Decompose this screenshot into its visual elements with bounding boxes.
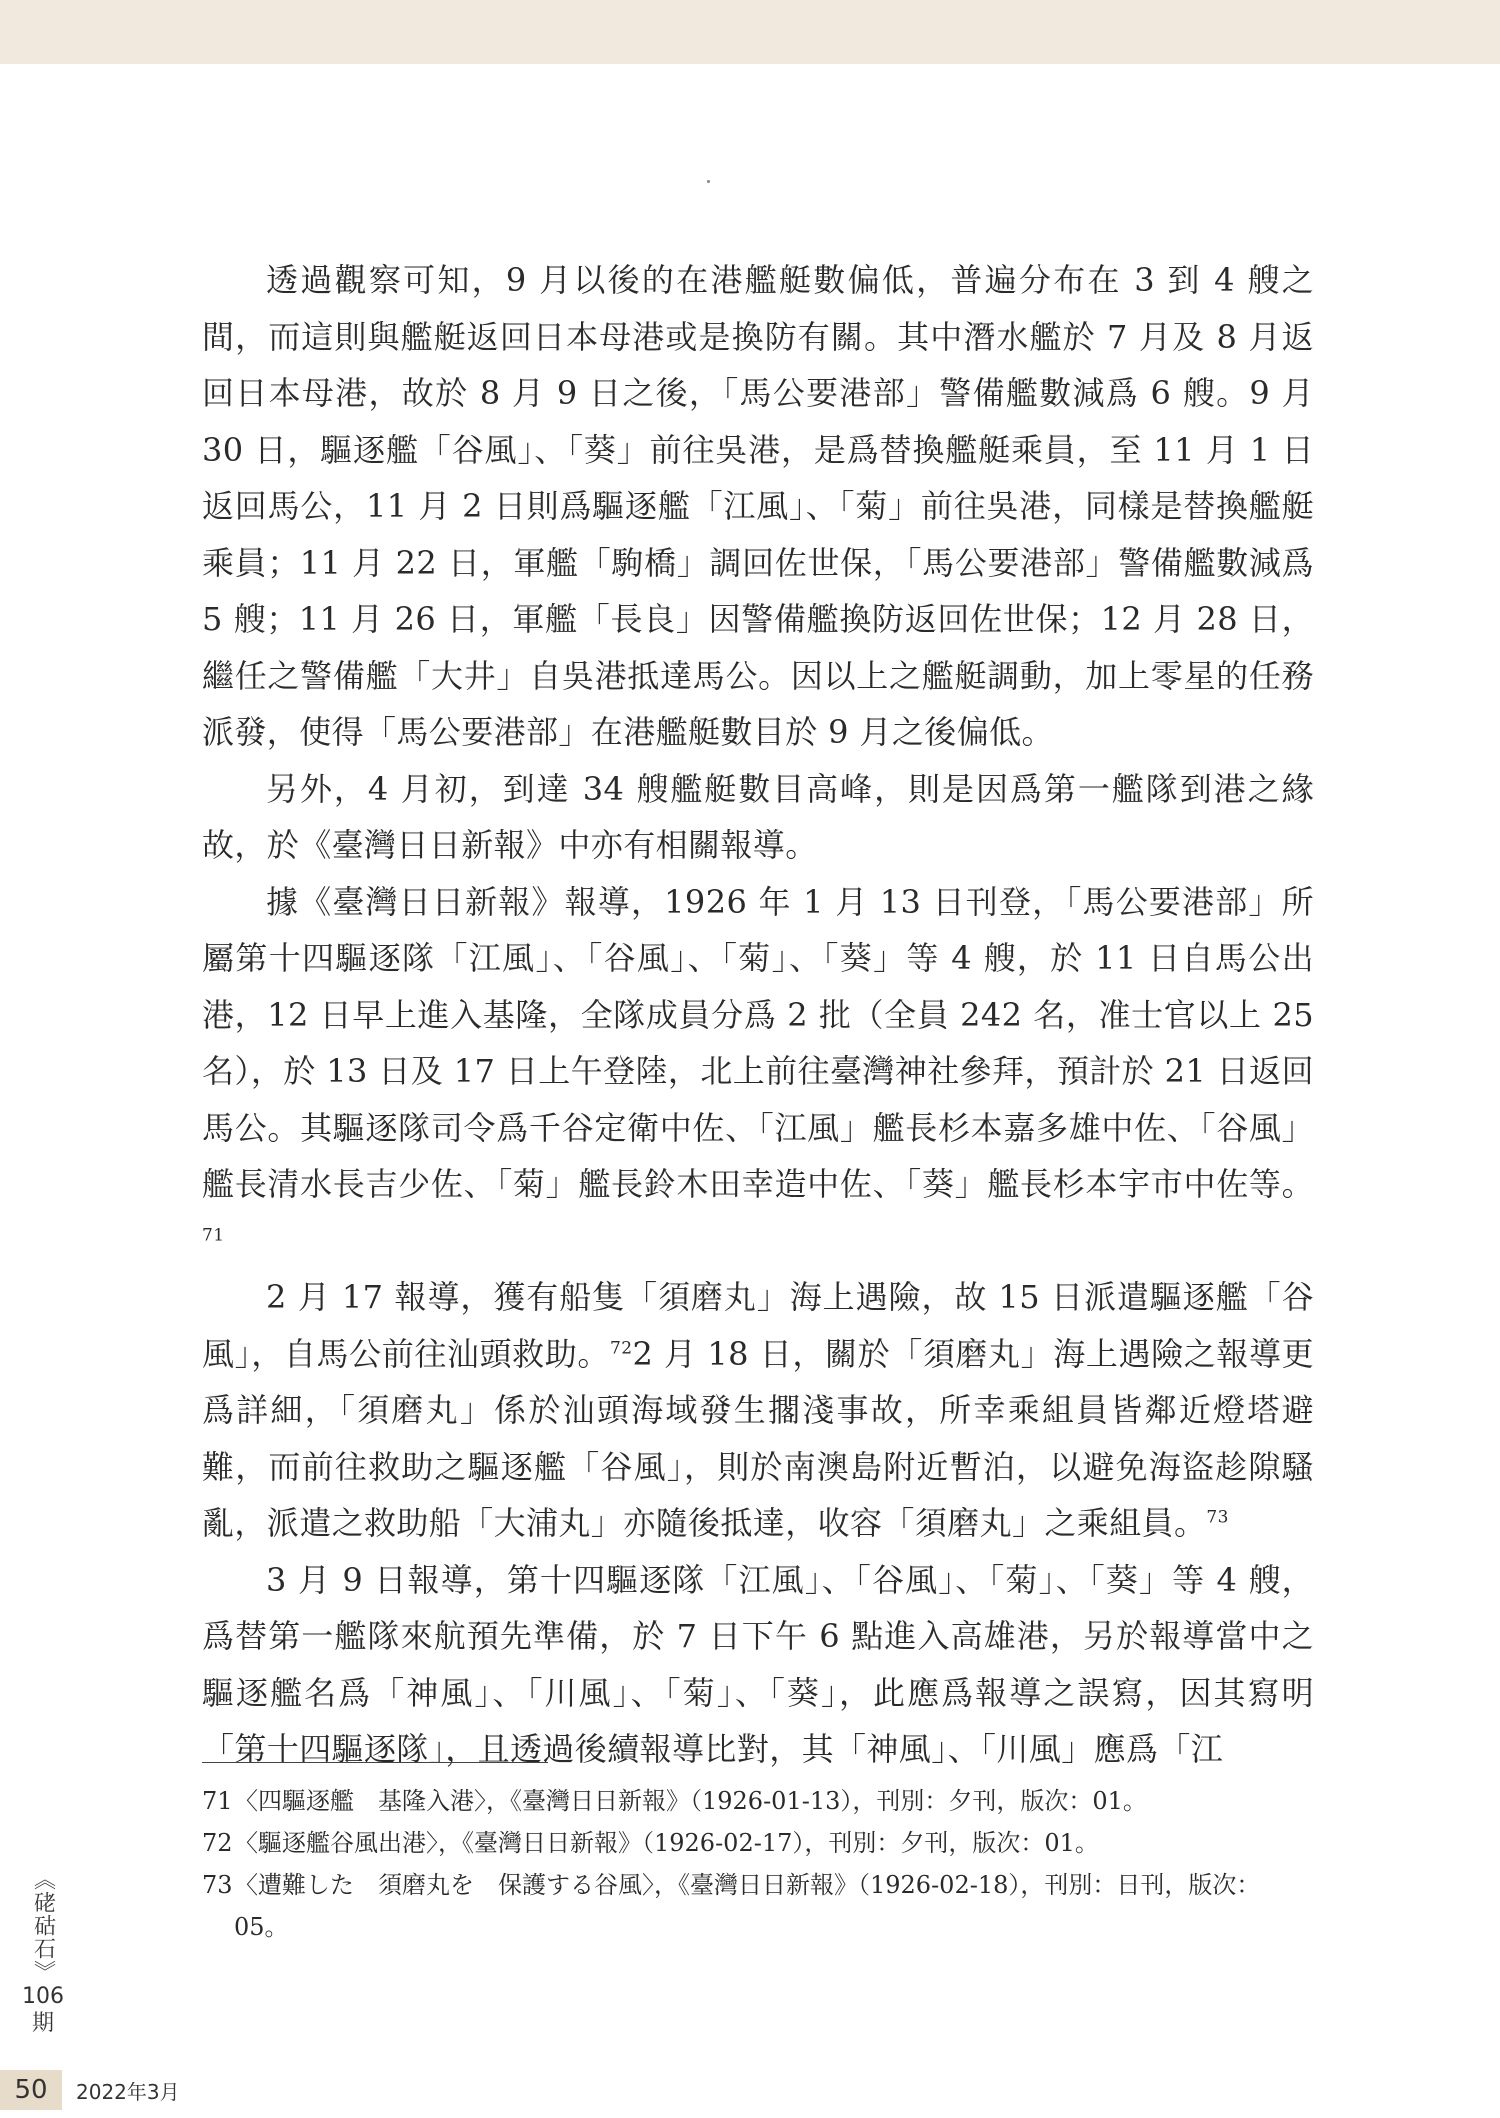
footnote-73 xyxy=(202,1864,1314,1948)
top-color-band xyxy=(0,0,1500,64)
footnote-text: 〈驅逐艦谷風出港〉，《臺灣日日新報》（1926-02-17），刊別：夕刊，版次：01。 xyxy=(234,1829,1099,1857)
footnote-ref-72[interactable]: 72 xyxy=(610,1337,633,1358)
paragraph: 據《臺灣日日新報》報導，1926 年 1 月 13 日刊登，「馬公要港部」所屬第十四驅逐隊「江風」、「谷風」、「菊」、「葵」等 4 艘，於 11 日自馬公出港，12 日早上進入基隆，全隊成員分爲 2 批（全員 242 名，准士官以上 25 名），於 13 日及 17 日上午登陸，北上前往臺灣神社參拜，預計於 21 日返回馬公。其驅逐隊司令爲千谷定衛中佐、「江風」艦長杉本嘉多雄中佐、「谷風」艦長清水長吉少佐、「菊」艦長鈴木田幸造中佐、「葵」艦長杉本宇市中佐等。$^{71}$ xyxy=(202,882,1314,1245)
footnote-71 xyxy=(202,1780,1314,1822)
footnote-number: 73 xyxy=(202,1871,233,1899)
issue-number: 106 xyxy=(22,1984,64,2009)
print-dot xyxy=(707,180,710,183)
footnote-72 xyxy=(202,1822,1314,1864)
footnote-ref-71[interactable]: 71 xyxy=(202,1224,225,1245)
page-number: 50 xyxy=(0,2070,62,2110)
journal-vertical-label xyxy=(20,1868,66,2037)
paragraph: 3 月 9 日報導，第十四驅逐隊「江風」、「谷風」、「菊」、「葵」等 4 艘，爲替第一艦隊來航預先準備，於 7 日下午 6 點進入高雄港，另於報導當中之驅逐艦名爲「神風」、「川風」、「菊」、「葵」，此應爲報導之誤寫，因其寫明「第十四驅逐隊」，且透過後續報導比對，其「神風」、「川風」應爲「江 xyxy=(202,1560,1314,1768)
footnote-divider xyxy=(202,1762,548,1763)
paragraph: 另外，4 月初，到達 34 艘艦艇數目高峰，則是因爲第一艦隊到港之緣故，於《臺灣日日新報》中亦有相關報導。 xyxy=(202,769,1314,864)
footnotes xyxy=(202,1780,1314,1948)
footnote-text: 〈遭難した 須磨丸を 保護する谷風〉，《臺灣日日新報》（1926-02-18），刊別：日刊，版次：05。 xyxy=(234,1871,1261,1941)
paragraph: 2 月 17 報導，獲有船隻「須磨丸」海上遇險，故 15 日派遣驅逐艦「谷風」，自馬公前往汕頭救助。$^{72}$2 月 18 日，關於「須磨丸」海上遇險之報導更爲詳細，「須磨丸」係於汕頭海域發生擱淺事故，所幸乘組員皆鄰近燈塔避難，而前往救助之驅逐艦「谷風」，則於南澳島附近暫泊，以避免海盜趁隙騷亂，派遣之救助船「大浦丸」亦隨後抵達，收容「須磨丸」之乘組員。$^{73}$ xyxy=(202,1278,1315,1542)
footnote-number: 71 xyxy=(202,1787,233,1815)
article-body xyxy=(202,252,1314,1778)
journal-name: 《硓𥑮石》 xyxy=(30,1868,56,1983)
footnote-ref-73[interactable]: 73 xyxy=(1206,1507,1229,1528)
footnote-text: 〈四驅逐艦 基隆入港〉，《臺灣日日新報》（1926-01-13），刊別：夕刊，版次：01。 xyxy=(234,1787,1147,1815)
issue-unit: 期 xyxy=(31,2011,54,2036)
issue-date: 2022年3月 xyxy=(76,2080,180,2104)
paragraph: 透過觀察可知，9 月以後的在港艦艇數偏低，普遍分布在 3 到 4 艘之間，而這則與艦艇返回日本母港或是換防有關。其中潛水艦於 7 月及 8 月返回日本母港，故於 8 月 9 日之後，「馬公要港部」警備艦數減爲 6 艘。9 月 30 日，驅逐艦「谷風」、「葵」前往吳港，是爲替換艦艇乘員，至 11 月 1 日返回馬公，11 月 2 日則爲驅逐艦「江風」、「菊」前往吳港，同樣是替換艦艇乘員；11 月 22 日，軍艦「駒橋」調回佐世保，「馬公要港部」警備艦數減爲 5 艘；11 月 26 日，軍艦「長良」因警備艦換防返回佐世保；12 月 28 日，繼任之警備艦「大井」自吳港抵達馬公。因以上之艦艇調動，加上零星的任務派發，使得「馬公要港部」在港艦艇數目於 9 月之後偏低。 xyxy=(202,261,1314,751)
footnote-number: 72 xyxy=(202,1829,233,1857)
